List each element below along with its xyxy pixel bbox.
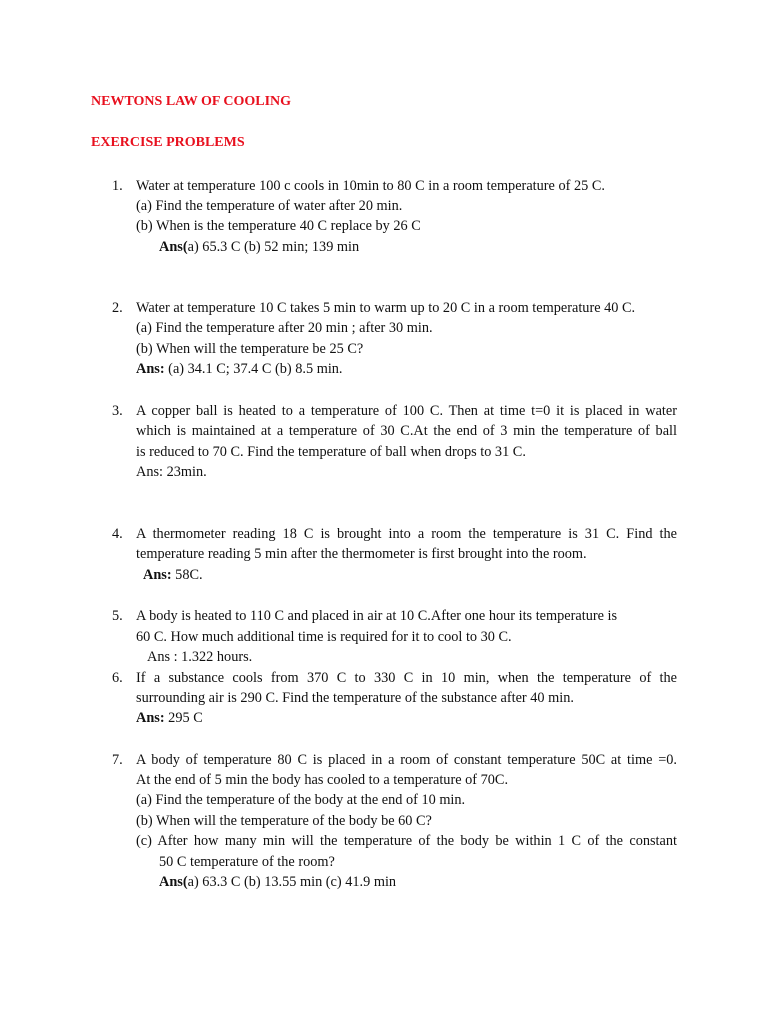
answer-text: a) 63.3 C (b) 13.55 min (c) 41.9 min [187, 874, 397, 890]
problem-text: (b) When is the temperature 40 C replace by 26 C [136, 218, 421, 234]
problem-text: A thermometer reading 18 C is brought into a room the temperature is 31 C. Find the [136, 526, 677, 542]
problem-text: 60 C. How much additional time is required for it to cool to 30 C. [136, 629, 512, 645]
answer-label: Ans: [143, 567, 172, 583]
answer: Ans: 23min. [136, 464, 207, 480]
document-subtitle: EXERCISE PROBLEMS [91, 135, 245, 150]
problem-number: 2. [112, 300, 123, 316]
problem-text: A body is heated to 110 C and placed in air at 10 C.After one hour its temperature is [136, 608, 618, 624]
problem-number: 7. [112, 752, 123, 768]
problem-text: If a substance cools from 370 C to 330 C in 10 min, when the temperature of the [136, 670, 677, 686]
problem-text: (b) When will the temperature be 25 C? [136, 341, 364, 357]
document-title: NEWTONS LAW OF COOLING [91, 94, 292, 109]
problem-text: (a) Find the temperature of water after 20 min. [136, 198, 403, 214]
answer-label: Ans: [136, 710, 165, 726]
answer: Ans : 1.322 hours. [147, 649, 253, 665]
problem-number: 1. [112, 178, 123, 194]
problem-text: A body of temperature 80 C is placed in a room of constant temperature 50C at time =0. [136, 752, 677, 768]
problem-text: Water at temperature 10 C takes 5 min to warm up to 20 C in a room temperature 40 C. [136, 300, 636, 316]
problem-text: is reduced to 70 C. Find the temperature of ball when drops to 31 C. [136, 444, 526, 460]
answer-text: 295 C [164, 710, 203, 726]
problem-text: 50 C temperature of the room? [159, 854, 335, 870]
problem-number: 6. [112, 670, 123, 686]
problem-text: (c) After how many min will the temperature of the body be within 1 C of the constant [136, 833, 677, 849]
answer [159, 237, 359, 257]
problem-text: temperature reading 5 min after the thermometer is first brought into the room. [136, 546, 587, 562]
problem-text: surrounding air is 290 C. Find the temperature of the substance after 40 min. [136, 690, 574, 706]
answer-text: 58C. [171, 567, 203, 583]
answer [143, 565, 203, 585]
problem-number: 4. [112, 526, 123, 542]
answer [136, 359, 343, 379]
answer-label: Ans( [159, 239, 188, 255]
problem-text: which is maintained at a temperature of 30 C.At the end of 3 min the temperature of ball [136, 423, 677, 439]
problem-text: Water at temperature 100 c cools in 10min to 80 C in a room temperature of 25 C. [136, 178, 605, 194]
answer-text: a) 65.3 C (b) 52 min; 139 min [187, 239, 360, 255]
answer [136, 708, 203, 728]
problem-number: 3. [112, 403, 123, 419]
problem-text: (a) Find the temperature of the body at the end of 10 min. [136, 792, 466, 808]
answer-text: (a) 34.1 C; 37.4 C (b) 8.5 min. [164, 361, 343, 377]
problem-text: A copper ball is heated to a temperature of 100 C. Then at time t=0 it is placed in water [136, 403, 677, 419]
problem-text: (b) When will the temperature of the body be 60 C? [136, 813, 432, 829]
problem-text: (a) Find the temperature after 20 min ; after 30 min. [136, 320, 433, 336]
problem-text: At the end of 5 min the body has cooled to a temperature of 70C. [136, 772, 509, 788]
answer-label: Ans: [136, 361, 165, 377]
problem-number: 5. [112, 608, 123, 624]
answer-label: Ans( [159, 874, 188, 890]
answer [159, 872, 396, 892]
